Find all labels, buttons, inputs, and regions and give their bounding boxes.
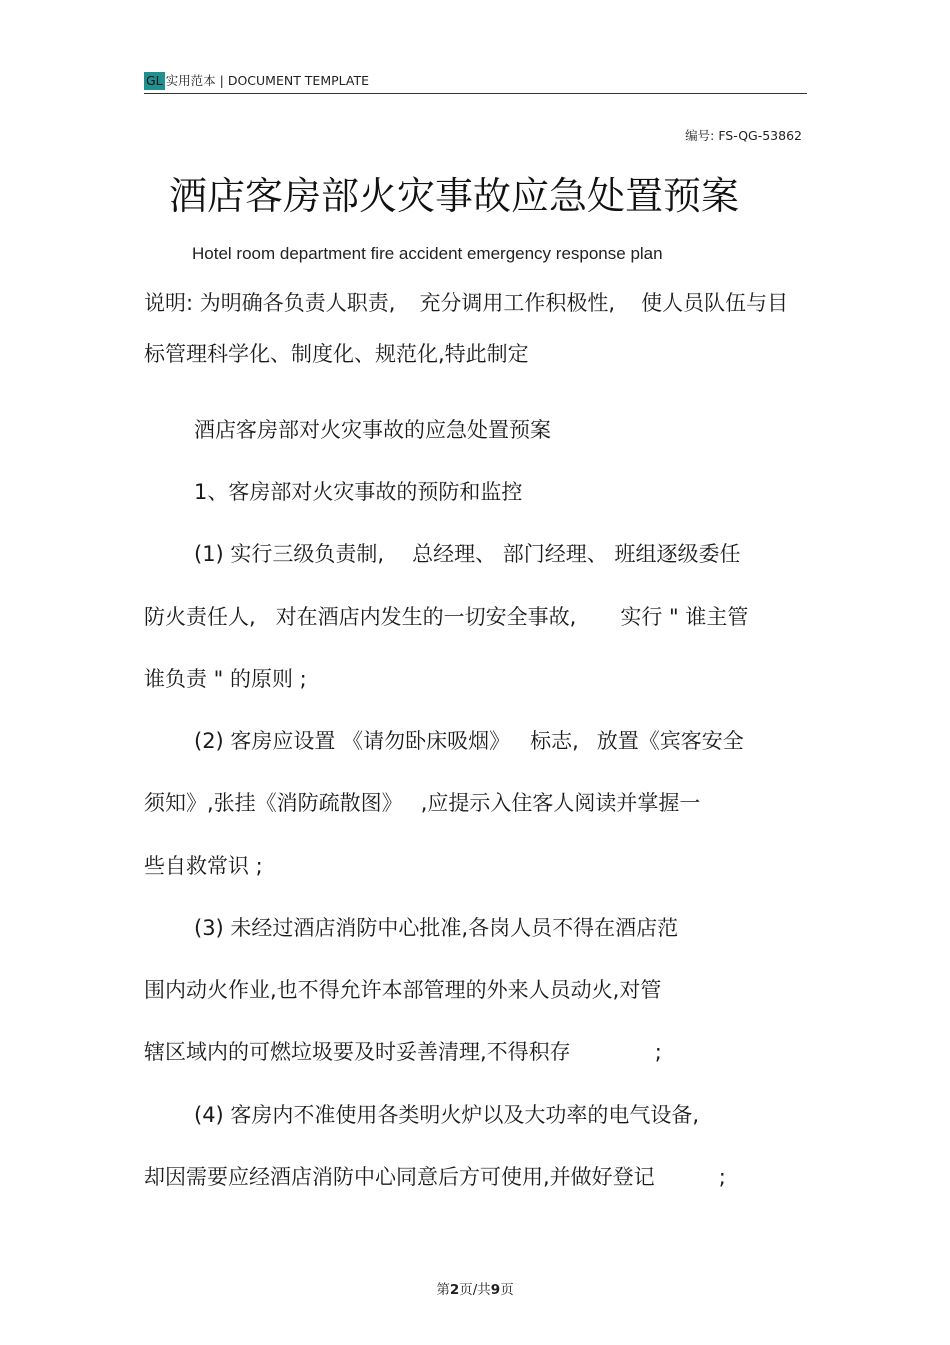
paragraph-text: ; [654,1040,662,1064]
paragraph-4-line-2 [144,1162,726,1192]
paragraph-text: 标志, [530,729,579,753]
paragraph-text: 对在酒店内发生的一切安全事故, [275,605,577,629]
paragraph-text: 辖区域内的可燃垃圾要及时妥善清理,不得积存 [144,1040,571,1064]
header-title: 实用范本 | DOCUMENT TEMPLATE [165,73,370,88]
paragraph-text: ; [718,1165,726,1189]
paragraph-text: 防火责任人, [144,605,256,629]
note-text: 充分调用工作积极性, [419,291,616,315]
document-title: 酒店客房部火灾事故应急处置预案 [168,174,739,218]
section-1-title: 1、客房部对火灾事故的预防和监控 [194,480,523,504]
paragraph-text: 须知》,张挂《消防疏散图》 [144,791,403,815]
footer-text: 页/共 [459,1282,491,1298]
page-header [144,71,369,91]
paragraph-text: (1) 实行三级负责制, [194,542,385,566]
document-subtitle: Hotel room department fire accident emergency response plan [192,244,663,263]
paragraph-3-line-2: 围内动火作业,也不得允许本部管理的外来人员动火,对管 [144,978,662,1002]
paragraph-text: (2) 客房应设置 《请勿卧床吸烟》 [194,729,511,753]
document-number: 编号: FS-QG-53862 [685,128,802,143]
section-heading: 酒店客房部对火灾事故的应急处置预案 [194,418,551,442]
total-pages: 9 [490,1282,501,1298]
paragraph-text: 总经理、 部门经理、 班组逐级委任 [412,542,741,566]
note-line-1 [144,288,788,318]
logo: GL [146,73,163,88]
paragraph-2-line-3: 些自救常识 ; [144,854,263,878]
paragraph-text: ,应提示入住客人阅读并掌握一 [420,791,701,815]
footer-text: 页 [500,1282,514,1298]
paragraph-1-line-1 [194,539,740,569]
paragraph-3-line-3 [144,1037,662,1067]
page-footer [0,1278,950,1298]
paragraph-text: 却因需要应经酒店消防中心同意后方可使用,并做好登记 [144,1165,655,1189]
note-text: 使人员队伍与目 [641,291,789,315]
paragraph-text: 放置《宾客安全 [596,729,744,753]
note-line-2: 标管理科学化、制度化、规范化,特此制定 [144,342,529,366]
paragraph-1-line-3: 谁负责 " 的原则 ; [144,667,307,691]
paragraph-4-line-1: (4) 客房内不准使用各类明火炉以及大功率的电气设备, [194,1103,700,1127]
paragraph-2-line-2 [144,788,700,818]
paragraph-1-line-2 [144,602,748,632]
paragraph-2-line-1 [194,726,744,756]
current-page: 2 [449,1282,460,1298]
paragraph-text: 实行 " 谁主管 [620,605,749,629]
footer-text: 第 [436,1282,450,1298]
note-text: 说明: 为明确各负责人职责, [144,291,396,315]
paragraph-3-line-1: (3) 未经过酒店消防中心批准,各岗人员不得在酒店范 [194,916,679,940]
header-divider [144,93,807,94]
